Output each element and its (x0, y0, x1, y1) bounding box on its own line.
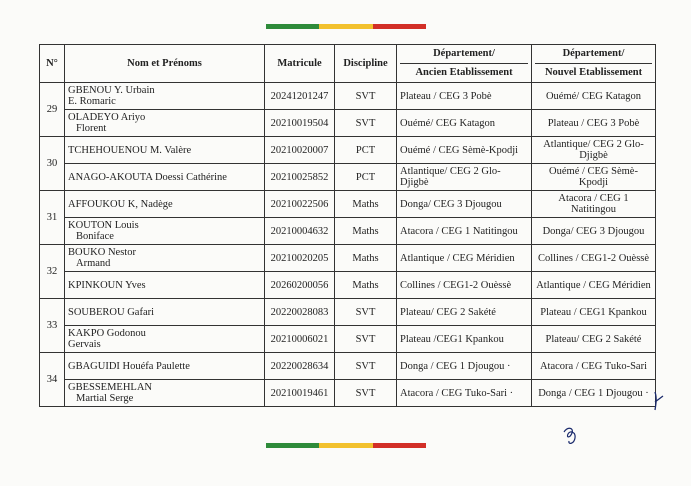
table-row (40, 299, 656, 326)
table-row (40, 272, 656, 299)
nouvel-cell: Plateau / CEG1 Kpankou (532, 299, 656, 326)
group-number: 29 (40, 83, 65, 137)
table-row (40, 164, 656, 191)
name-cell (65, 326, 265, 353)
name-cell (65, 164, 265, 191)
flag-color-bar-top (266, 24, 426, 29)
group-number: 34 (40, 353, 65, 407)
matricule-cell: 20220028083 (265, 299, 335, 326)
nouvel-cell: Plateau/ CEG 2 Sakété (532, 326, 656, 353)
ancien-cell: Plateau / CEG 3 Pobè (397, 83, 532, 110)
ancien-cell: Plateau/ CEG 2 Sakété (397, 299, 532, 326)
ancien-cell: Ouémé / CEG Sèmè-Kpodji (397, 137, 532, 164)
nouvel-cell: Collines / CEG1-2 Ouèssè (532, 245, 656, 272)
margin-tick-mark (652, 390, 666, 412)
matricule-cell: 20241201247 (265, 83, 335, 110)
nouvel-cell: Plateau / CEG 3 Pobè (532, 110, 656, 137)
name-cell (65, 218, 265, 245)
name-line1: KAKPO Godonou (68, 328, 146, 339)
name-line2: Gervais (68, 339, 101, 350)
discipline-cell: Maths (335, 191, 397, 218)
discipline-cell: SVT (335, 326, 397, 353)
name-line1: GBENOU Y. Urbain (68, 85, 155, 96)
discipline-cell: Maths (335, 218, 397, 245)
matricule-cell: 20210019504 (265, 110, 335, 137)
handwritten-initials (560, 424, 586, 446)
table-row (40, 380, 656, 407)
ancien-cell: Atlantique/ CEG 2 Glo-Djigbè (397, 164, 532, 191)
header-nouvel (532, 45, 656, 83)
name-cell (65, 83, 265, 110)
header-ancien (397, 45, 532, 83)
table-row (40, 218, 656, 245)
name-cell (65, 245, 265, 272)
name-cell (65, 272, 265, 299)
nouvel-cell: Atlantique/ CEG 2 Glo-Djigbè (532, 137, 656, 164)
nouvel-cell: Atlantique / CEG Méridien (532, 272, 656, 299)
matricule-cell: 20210025852 (265, 164, 335, 191)
name-cell (65, 110, 265, 137)
ancien-cell: Donga / CEG 1 Djougou · (397, 353, 532, 380)
name-cell (65, 137, 265, 164)
discipline-cell: SVT (335, 299, 397, 326)
matricule-cell: 20210020205 (265, 245, 335, 272)
matricule-cell: 20210019461 (265, 380, 335, 407)
header-nouvel-line2: Nouvel Etablissement (535, 63, 652, 82)
nouvel-cell: Ouémé / CEG Sèmè-Kpodji (532, 164, 656, 191)
name-line2: Armand (76, 258, 111, 269)
name-line1: KOUTON Louis (68, 220, 139, 231)
nouvel-cell: Atacora / CEG Tuko-Sari (532, 353, 656, 380)
name-line2: E. Romaric (68, 96, 116, 107)
nouvel-cell: Donga / CEG 1 Djougou · (532, 380, 656, 407)
header-num: N° (40, 45, 65, 83)
table-row (40, 191, 656, 218)
matricule-cell: 20210022506 (265, 191, 335, 218)
matricule-cell: 20210020007 (265, 137, 335, 164)
discipline-cell: Maths (335, 245, 397, 272)
name-cell (65, 191, 265, 218)
nouvel-cell: Ouémé/ CEG Katagon (532, 83, 656, 110)
discipline-cell: Maths (335, 272, 397, 299)
name-line2: Florent (76, 123, 107, 134)
matricule-cell: 20260200056 (265, 272, 335, 299)
flag-color-bar-bottom (266, 443, 426, 448)
group-number: 30 (40, 137, 65, 191)
table-header-row (40, 45, 656, 83)
table-body (40, 83, 656, 407)
table-row (40, 137, 656, 164)
discipline-cell: PCT (335, 164, 397, 191)
header-name: Nom et Prénoms (65, 45, 265, 83)
name-cell (65, 299, 265, 326)
name-line1: GBAGUIDI Houéfa Paulette (68, 360, 190, 372)
table-row (40, 83, 656, 110)
name-line2: Boniface (76, 231, 114, 242)
ancien-cell: Ouémé/ CEG Katagon (397, 110, 532, 137)
discipline-cell: SVT (335, 380, 397, 407)
matricule-cell: 20220028634 (265, 353, 335, 380)
ancien-cell: Atlantique / CEG Méridien (397, 245, 532, 272)
table-row (40, 245, 656, 272)
header-matricule: Matricule (265, 45, 335, 83)
header-nouvel-line1: Département/ (562, 48, 625, 59)
name-line1: BOUKO Nestor (68, 247, 136, 258)
name-cell (65, 380, 265, 407)
header-ancien-line1: Département/ (433, 48, 495, 59)
name-line1: KPINKOUN Yves (68, 279, 146, 291)
discipline-cell: SVT (335, 110, 397, 137)
name-line1: TCHEHOUENOU M. Valère (68, 144, 192, 156)
discipline-cell: PCT (335, 137, 397, 164)
name-line1: GBESSEMEHLAN (68, 382, 153, 393)
discipline-cell: SVT (335, 83, 397, 110)
matricule-cell: 20210006021 (265, 326, 335, 353)
header-discipline: Discipline (335, 45, 397, 83)
name-line1: ANAGO-AKOUTA Doessi Cathérine (68, 171, 227, 183)
discipline-cell: SVT (335, 353, 397, 380)
ancien-cell: Collines / CEG1-2 Ouèssè (397, 272, 532, 299)
group-number: 32 (40, 245, 65, 299)
name-line1: OLADEYO Ariyo (68, 112, 146, 123)
ancien-cell: Atacora / CEG Tuko-Sari · (397, 380, 532, 407)
ancien-cell: Donga/ CEG 3 Djougou (397, 191, 532, 218)
name-line1: SOUBEROU Gafari (68, 306, 155, 318)
group-number: 31 (40, 191, 65, 245)
matricule-cell: 20210004632 (265, 218, 335, 245)
table-row (40, 110, 656, 137)
transfer-table (39, 44, 656, 407)
ancien-cell: Plateau /CEG1 Kpankou (397, 326, 532, 353)
nouvel-cell: Atacora / CEG 1 Natitingou (532, 191, 656, 218)
table-row (40, 326, 656, 353)
name-line1: AFFOUKOU K, Nadège (68, 198, 173, 210)
header-ancien-line2: Ancien Etablissement (400, 63, 528, 82)
name-cell (65, 353, 265, 380)
name-line2: Martial Serge (76, 393, 134, 404)
ancien-cell: Atacora / CEG 1 Natitingou (397, 218, 532, 245)
nouvel-cell: Donga/ CEG 3 Djougou (532, 218, 656, 245)
table-row (40, 353, 656, 380)
group-number: 33 (40, 299, 65, 353)
